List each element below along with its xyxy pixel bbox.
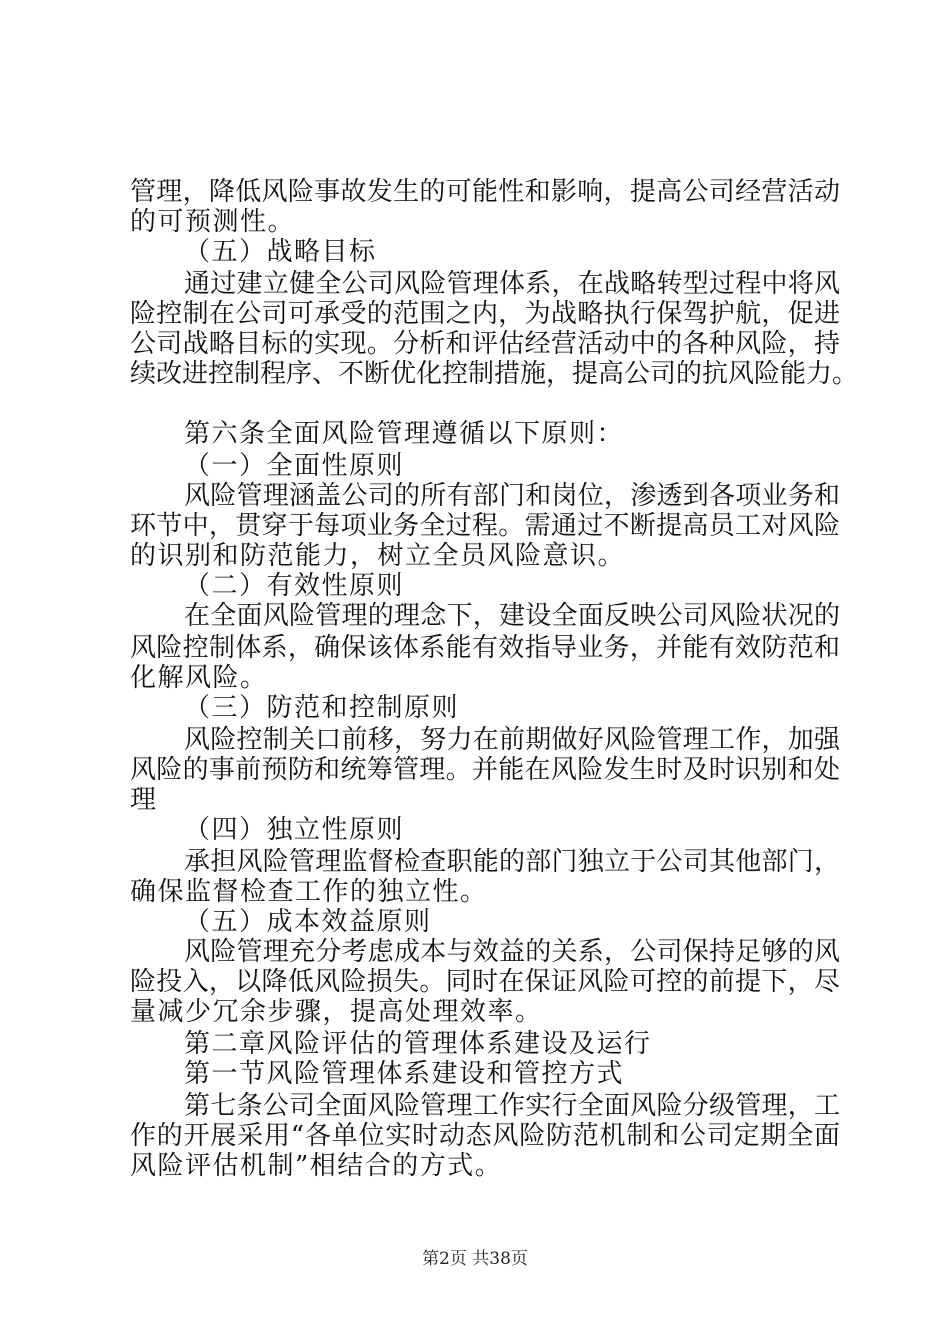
text-line: 管理，降低风险事故发生的可能性和影响，提高公司经营活动	[130, 177, 840, 207]
section-title: 第一节风险管理体系建设和管控方式	[184, 1059, 625, 1089]
section-heading: （一）全面性原则	[184, 451, 405, 481]
text-line: 险投入，以降低风险损失。同时在保证风险可控的前提下，尽	[130, 967, 840, 997]
text-line: 续改进控制程序、不断优化控制措施，提高公司的抗风险能力。	[130, 359, 859, 389]
text-line: 化解风险。	[130, 663, 268, 693]
section-heading: （五）成本效益原则	[184, 907, 432, 937]
text-line: 量减少冗余步骤，提高处理效率。	[130, 997, 543, 1027]
text-line: 风险管理涵盖公司的所有部门和岗位，渗透到各项业务和	[184, 481, 840, 511]
text-line: 险控制在公司可承受的范围之内，为战略执行保驾护航，促进	[130, 299, 840, 329]
text-line: 风险评估机制”相结合的方式。	[130, 1151, 503, 1181]
chapter-heading: 第二章风险评估的管理体系建设及运行	[184, 1029, 652, 1059]
text-line: 第七条公司全面风险管理工作实行全面风险分级管理，工	[184, 1091, 840, 1121]
text-line: 风险控制体系，确保该体系能有效指导业务，并能有效防范和	[130, 633, 840, 663]
text-line: 确保监督检查工作的独立性。	[130, 877, 488, 907]
text-line: 作的开展采用“各单位实时动态风险防范机制和公司定期全面	[130, 1121, 840, 1151]
section-heading: （五）战略目标	[184, 237, 377, 267]
text-line: 公司战略目标的实现。分析和评估经营活动中的各种风险，持	[130, 329, 840, 359]
section-heading: （三）防范和控制原则	[184, 693, 460, 723]
text-line: 理	[130, 785, 158, 815]
page-footer: 第2页 共38页	[422, 1249, 528, 1269]
text-line: 的识别和防范能力，树立全员风险意识。	[130, 541, 626, 571]
text-line: 承担风险管理监督检查职能的部门独立于公司其他部门，	[184, 847, 840, 877]
text-line: 通过建立健全公司风险管理体系，在战略转型过程中将风	[184, 269, 840, 299]
text-line: 的可预测性。	[130, 207, 296, 237]
text-line: 风险控制关口前移，努力在前期做好风险管理工作，加强	[184, 725, 840, 755]
text-line: 环节中，贯穿于每项业务全过程。需通过不断提高员工对风险	[130, 511, 840, 541]
article-heading: 第六条全面风险管理遵循以下原则：	[184, 419, 625, 449]
section-heading: （四）独立性原则	[184, 815, 405, 845]
text-line: 风险的事前预防和统筹管理。并能在风险发生时及时识别和处	[130, 755, 840, 785]
text-line: 风险管理充分考虑成本与效益的关系，公司保持足够的风	[184, 937, 840, 967]
section-heading: （二）有效性原则	[184, 571, 405, 601]
text-line: 在全面风险管理的理念下，建设全面反映公司风险状况的	[184, 601, 840, 631]
